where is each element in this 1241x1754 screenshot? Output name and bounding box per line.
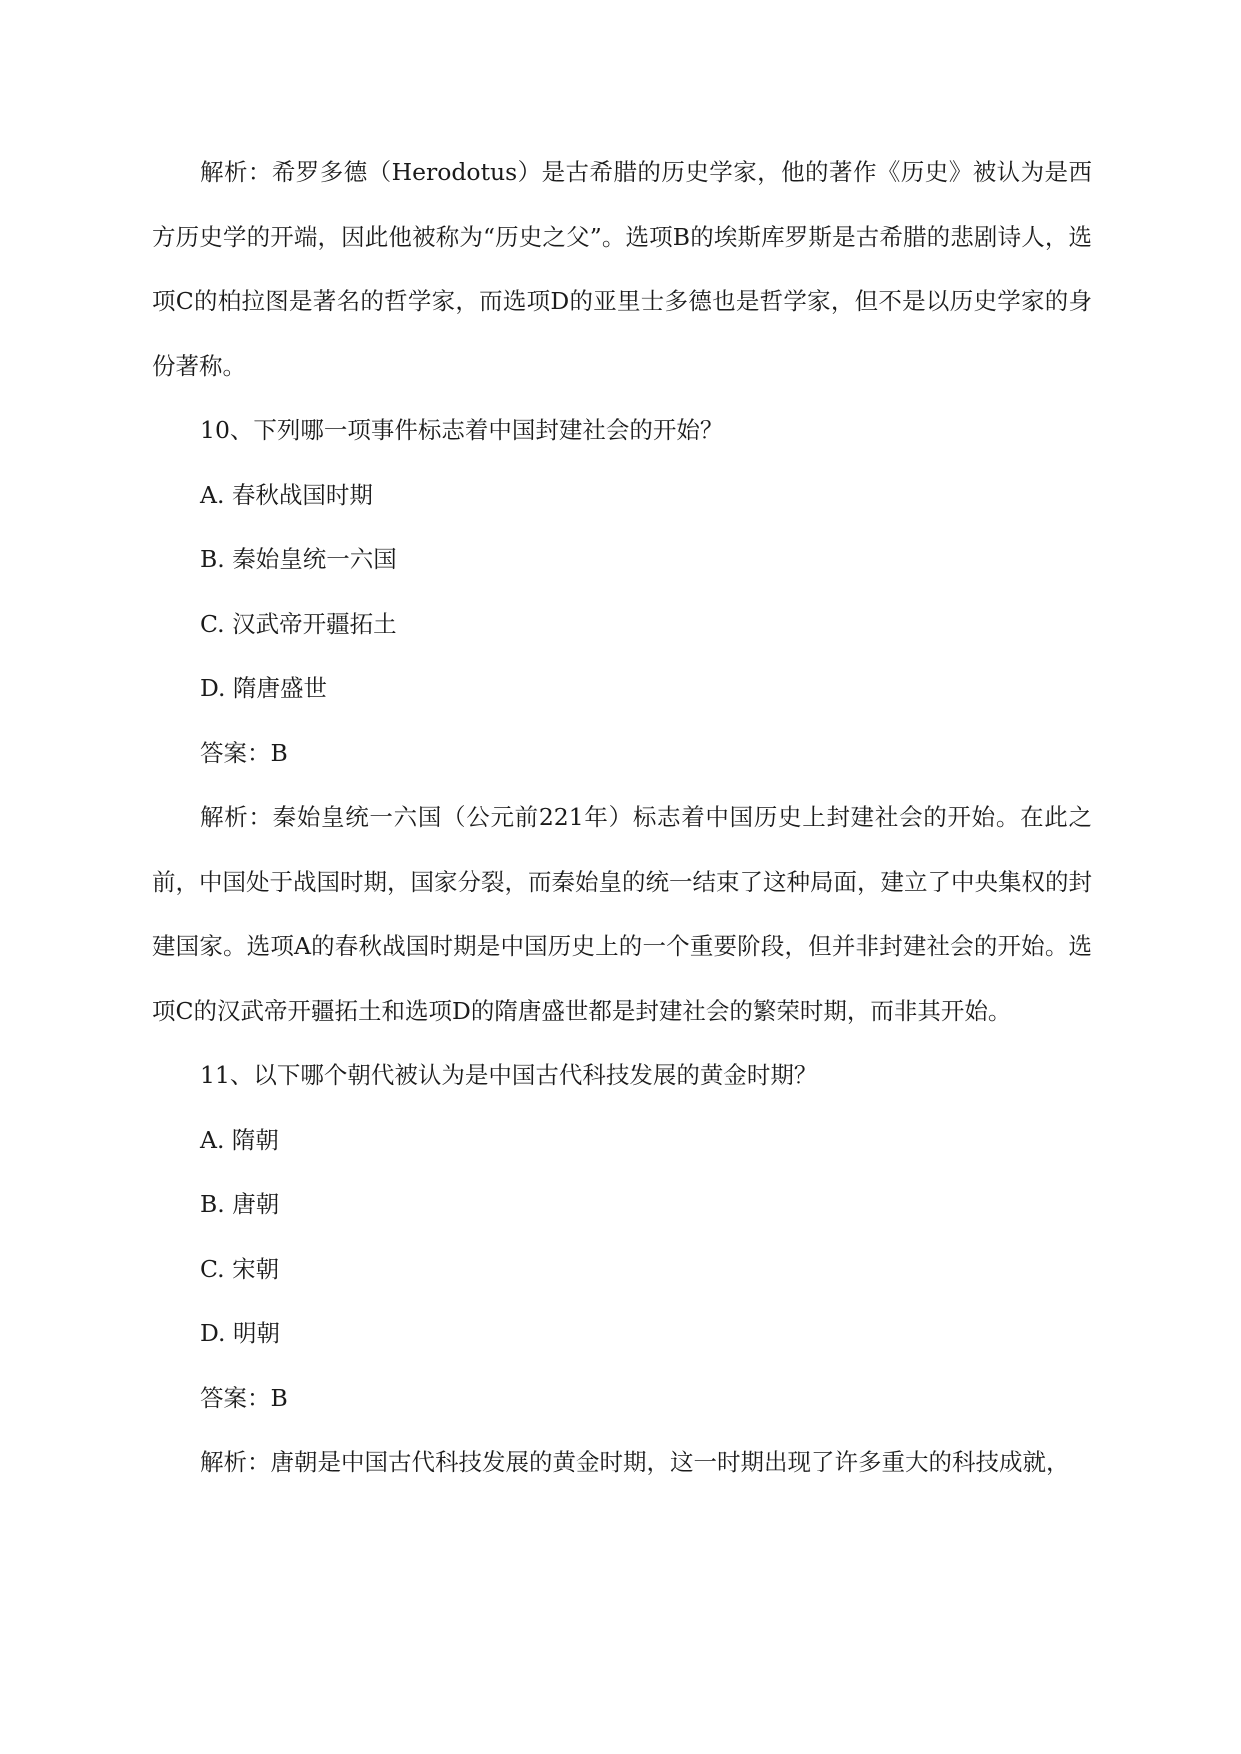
analysis-q10: 解析：秦始皇统一六国（公元前221年）标志着中国历史上封建社会的开始。在此之前，中国处于战国时期，国家分裂，而秦始皇的统一结束了这种局面，建立了中央集权的封建国家。选项A的春秋战国时期是中国历史上的一个重要阶段，但并非封建社会的开始。选项C的汉武帝开疆拓土和选项D的隋唐盛世都是封建社会的繁荣时期，而非其开始。 — [152, 803, 1092, 1025]
analysis-q11: 解析：唐朝是中国古代科技发展的黄金时期，这一时期出现了许多重大的科技成就， — [200, 1448, 1070, 1476]
document-page — [152, 140, 1092, 1495]
question-10-option-d: D. 隋唐盛世 — [200, 674, 327, 702]
question-10: 10、下列哪一项事件标志着中国封建社会的开始？ — [200, 416, 724, 444]
analysis-q9: 解析：希罗多德（Herodotus）是古希腊的历史学家，他的著作《历史》被认为是西方历史学的开端，因此他被称为“历史之父”。选项B的埃斯库罗斯是古希腊的悲剧诗人，选项C的柏拉图是著名的哲学家，而选项D的亚里士多德也是哲学家，但不是以历史学家的身份著称。 — [152, 158, 1092, 380]
question-10-option-a: A. 春秋战国时期 — [200, 480, 373, 509]
question-10-option-b: B. 秦始皇统一六国 — [200, 545, 397, 573]
question-11-option-b: B. 唐朝 — [200, 1190, 280, 1218]
question-11-option-a: A. 隋朝 — [200, 1125, 279, 1154]
question-11-option-d: D. 明朝 — [200, 1319, 280, 1347]
question-10-option-c: C. 汉武帝开疆拓土 — [200, 609, 397, 638]
question-10-answer: 答案：B — [200, 738, 288, 767]
question-11-option-c: C. 宋朝 — [200, 1254, 280, 1283]
question-11: 11、以下哪个朝代被认为是中国古代科技发展的黄金时期？ — [200, 1061, 818, 1089]
question-11-answer: 答案：B — [200, 1383, 288, 1412]
